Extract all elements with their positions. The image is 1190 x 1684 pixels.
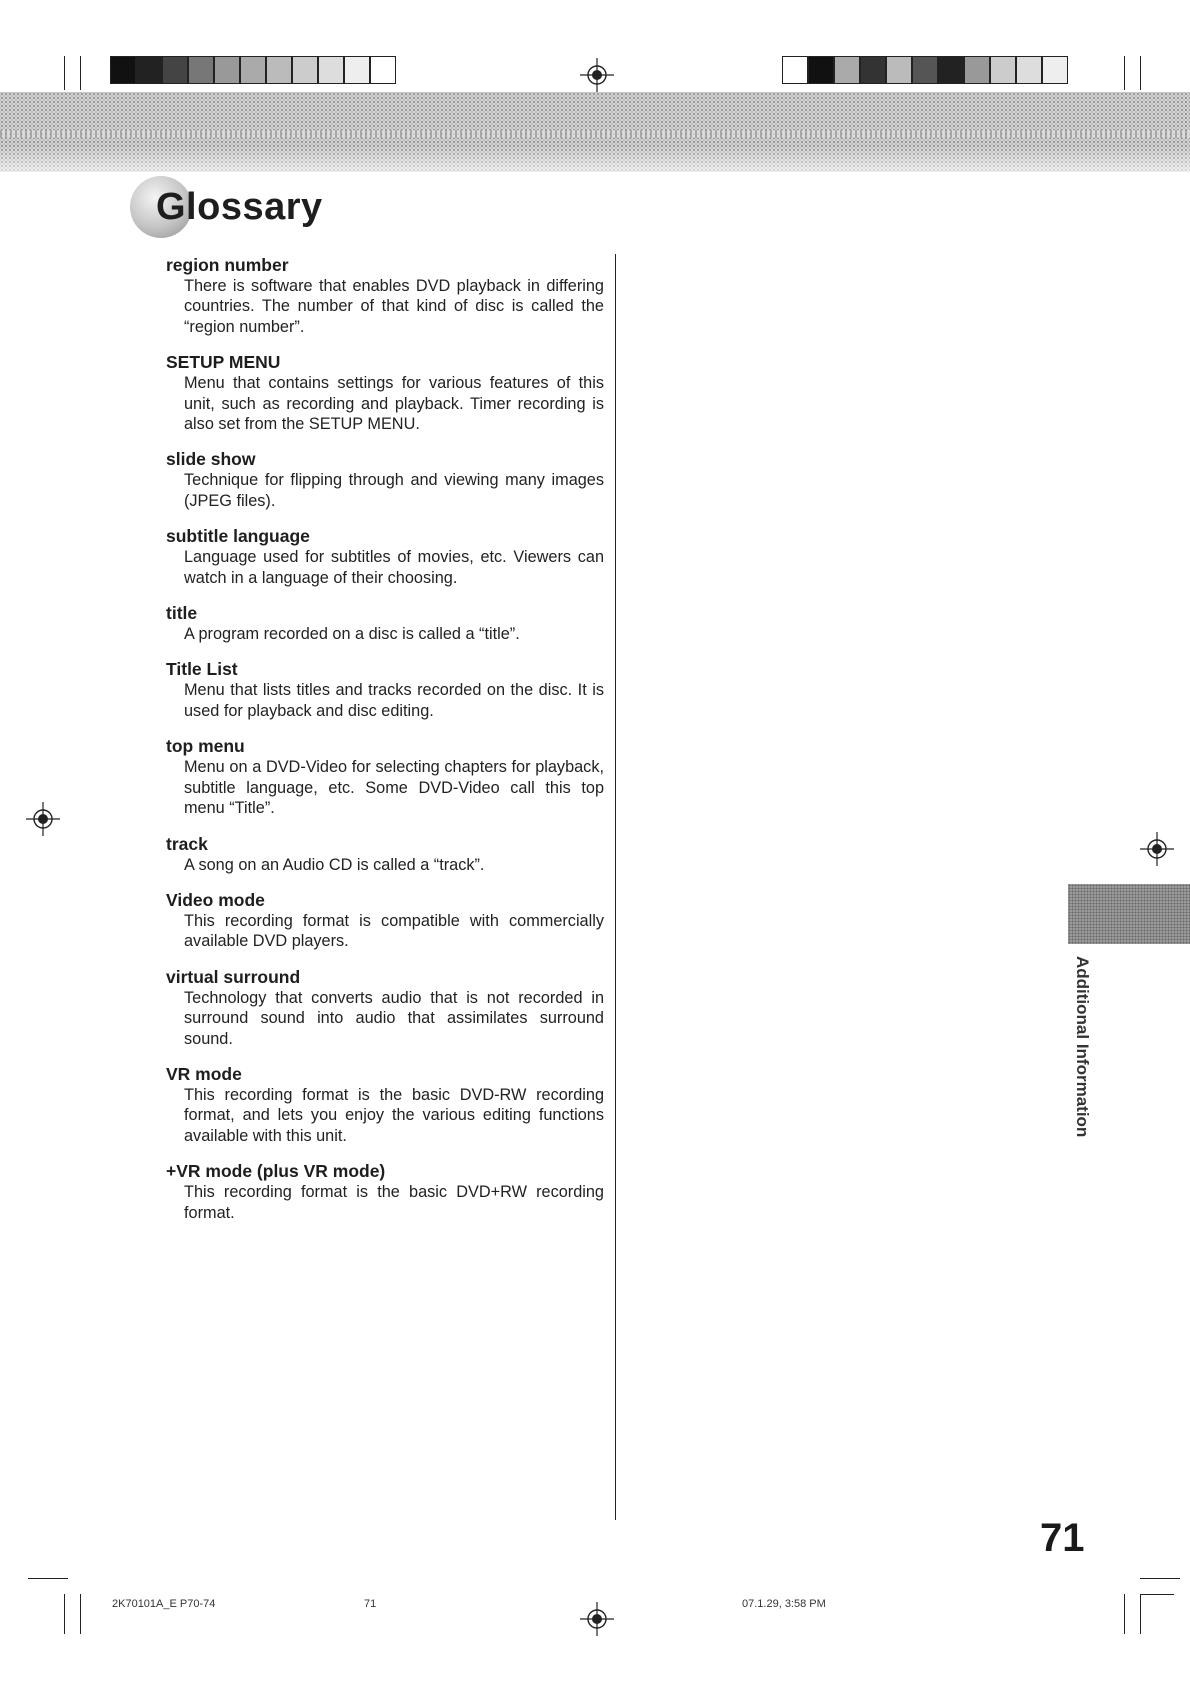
glossary-entry: [166, 889, 604, 952]
header-band: [0, 92, 1190, 172]
glossary-definition: A song on an Audio CD is called a “track”.: [184, 855, 485, 874]
glossary-entry: [166, 602, 604, 644]
crosshair-target-icon: [1140, 832, 1174, 866]
glossary-definition: Menu on a DVD-Video for selecting chapters for playback, subtitle language, etc. Some DVD-Video call this top menu “Title”.: [184, 758, 604, 818]
glossary-entry: [166, 1063, 604, 1146]
glossary-term: top menu: [166, 736, 245, 757]
crop-mark-bottom-right-h2: [1140, 1578, 1180, 1579]
glossary-definition: Menu that lists titles and tracks recorded on the disc. It is used for playback and disc editing.: [184, 681, 604, 720]
glossary-entry: [166, 966, 604, 1049]
crop-mark-bottom-right-v: [1124, 1594, 1125, 1634]
crop-mark-bottom-right-v2: [1140, 1594, 1141, 1634]
glossary-entry: [166, 448, 604, 511]
glossary-term: VR mode: [166, 1063, 242, 1084]
crop-mark-top-left: [64, 56, 65, 90]
glossary-definition: This recording format is the basic DVD+RW recording format.: [184, 1183, 604, 1222]
crop-mark-bottom-left-h: [28, 1578, 68, 1579]
glossary-definition: Language used for subtitles of movies, etc. Viewers can watch in a language of their choosing.: [184, 548, 604, 587]
color-registration-strip-right: [782, 56, 1068, 86]
glossary-term: SETUP MENU: [166, 352, 281, 373]
crop-mark-top-right: [1124, 56, 1125, 90]
glossary-term: track: [166, 833, 208, 854]
color-registration-strip-left: [110, 56, 396, 86]
glossary-definition: Technique for flipping through and viewing many images (JPEG files).: [184, 471, 604, 510]
crosshair-target-icon: [580, 1602, 614, 1636]
glossary-entry: [166, 351, 604, 434]
glossary-term: title: [166, 603, 198, 624]
crop-mark-bottom-right-h: [1140, 1594, 1174, 1595]
page-number: 71: [1040, 1516, 1085, 1560]
glossary-definition: This recording format is the basic DVD-RW recording format, and lets you enjoy the various editing functions available with this unit.: [184, 1085, 604, 1145]
crop-mark-bottom-left-v2: [80, 1594, 81, 1634]
crosshair-target-icon: [26, 802, 60, 836]
header-stripe: [0, 130, 1190, 138]
section-tab-marker: [1068, 884, 1190, 944]
crop-mark-top-left-2: [80, 56, 81, 90]
glossary-entry: [166, 1160, 604, 1223]
glossary-term: Video mode: [166, 889, 265, 910]
footer-sheet-number: 71: [364, 1598, 377, 1610]
footer-timestamp: 07.1.29, 3:58 PM: [742, 1598, 826, 1610]
glossary-entry: [166, 525, 604, 588]
glossary-definition: A program recorded on a disc is called a “title”.: [184, 625, 520, 644]
glossary-list: [166, 254, 604, 1237]
glossary-term: subtitle language: [166, 526, 310, 547]
glossary-term: virtual surround: [166, 966, 301, 987]
footer-file-id: 2K70101A_E P70-74: [112, 1598, 216, 1610]
glossary-definition: There is software that enables DVD playback in differing countries. The number of that kind of disc is called the “region number”.: [184, 277, 604, 336]
glossary-definition: Menu that contains settings for various features of this unit, such as recording and playback. Timer recording is also set from the SETUP MENU.: [184, 374, 604, 434]
glossary-definition: Technology that converts audio that is not recorded in surround sound into audio that assimilates surround sound.: [184, 988, 604, 1048]
glossary-entry: [166, 735, 604, 818]
glossary-entry: [166, 658, 604, 721]
glossary-term: slide show: [166, 449, 256, 470]
glossary-term: +VR mode (plus VR mode): [166, 1161, 386, 1182]
crop-mark-bottom-left-v: [64, 1594, 65, 1634]
column-divider: [615, 254, 616, 1520]
crosshair-target-icon: [580, 58, 614, 92]
crop-mark-top-right-2: [1140, 56, 1141, 90]
page-title: Glossary: [156, 186, 323, 228]
glossary-definition: This recording format is compatible with commercially available DVD players.: [184, 911, 604, 951]
glossary-term: region number: [166, 255, 289, 275]
section-tab-label: Additional Information: [1073, 956, 1092, 1138]
glossary-term: Title List: [166, 659, 238, 680]
glossary-entry: [166, 254, 604, 337]
glossary-entry: [166, 833, 604, 875]
